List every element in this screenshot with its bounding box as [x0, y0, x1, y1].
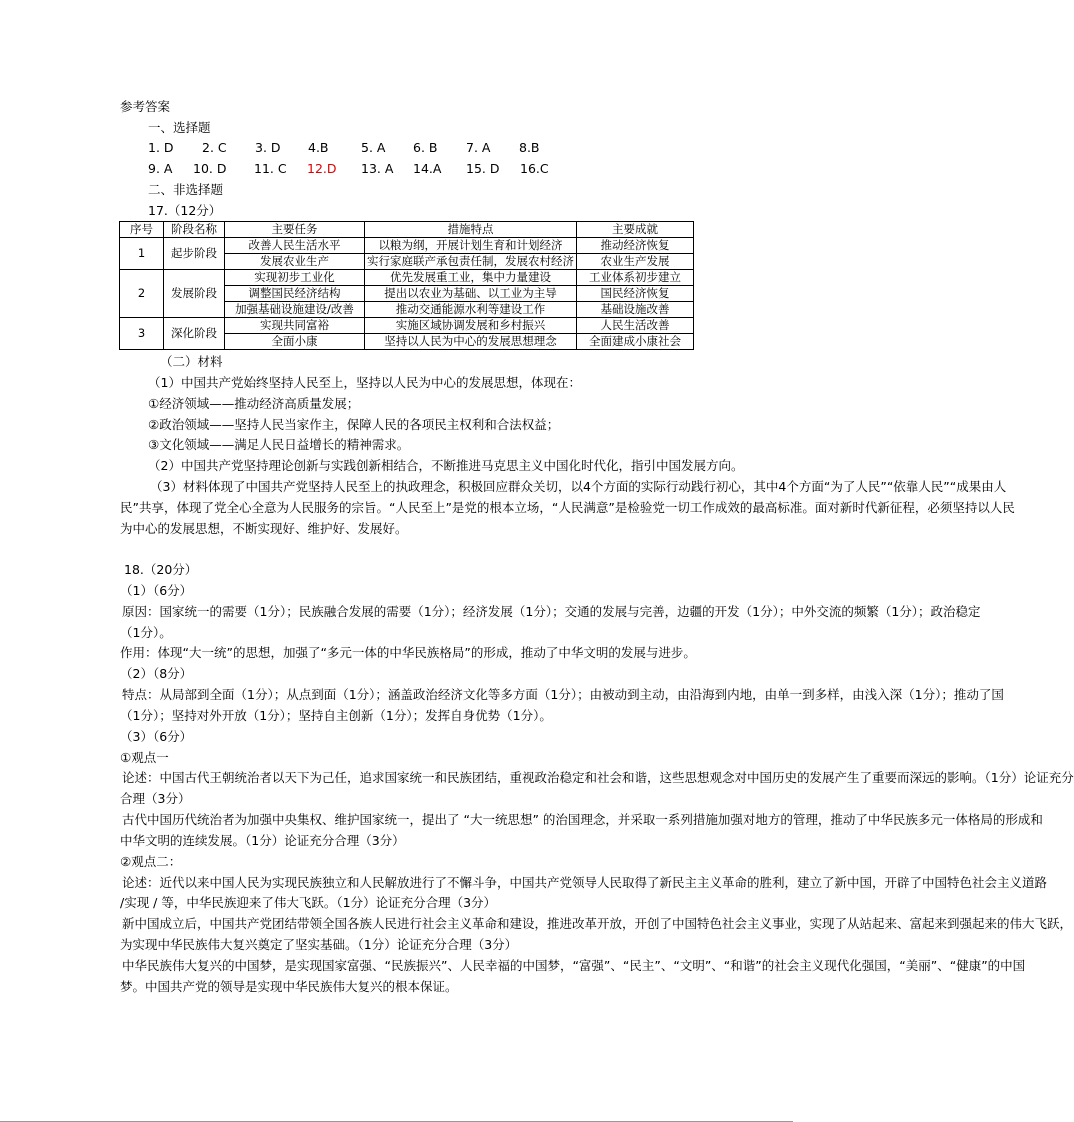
question-18-part-2: （2）（8分）: [120, 666, 193, 681]
table-cell: 实施区域协调发展和乡村振兴: [365, 318, 577, 334]
paragraph: 古代中国历代统治者为加强中央集权、维护国家统一，提出了 “大一统思想” 的治国理念，并采取一系列措施加强对地方的管理，推动了中华民族多元一体格局的形成和: [122, 812, 1043, 827]
answer-1: 1. D: [148, 140, 174, 155]
paragraph: 中华民族伟大复兴的中国梦，是实现国家富强、“民族振兴”、人民幸福的中国梦，“富强”、“民主”、“文明”、“和谐”的社会主义现代化强国，“美丽”、“健康”的中国: [122, 958, 1026, 973]
table-cell-stage: 起步阶段: [164, 238, 225, 270]
table-cell-no: 2: [120, 270, 164, 318]
answer-4: 4.B: [308, 140, 329, 155]
answer-10: 10. D: [193, 161, 227, 176]
answer-11: 11. C: [254, 161, 287, 176]
table-header: 阶段名称: [164, 222, 225, 238]
answer-row-2: [148, 161, 568, 177]
question-17-label: 17.（12分）: [148, 203, 222, 218]
table-cell: 发展农业生产: [225, 254, 365, 270]
question-18-part-1: （1）（6分）: [120, 583, 193, 598]
paragraph: 新中国成立后，中国共产党团结带领全国各族人民进行社会主义革命和建设，推进改革开放，开创了中国特色社会主义事业，实现了从站起来、富起来到强起来的伟大飞跃，: [122, 916, 1073, 931]
table-cell: 推动交通能源水利等建设工作: [365, 302, 577, 318]
answer-12-highlighted: 12.D: [307, 161, 337, 176]
table-row: [120, 318, 694, 334]
answer-2: 2. C: [202, 140, 227, 155]
table-cell: 坚持以人民为中心的发展思想理念: [365, 334, 577, 350]
table-cell: 国民经济恢复: [577, 286, 694, 302]
paragraph: 中华文明的连续发展。（1分）论证充分合理（3分）: [120, 833, 405, 848]
table-cell-stage: 深化阶段: [164, 318, 225, 350]
section-choice: 一、选择题: [148, 120, 211, 135]
viewpoint-2-label: ②观点二：: [120, 854, 182, 869]
table-cell: 全面建成小康社会: [577, 334, 694, 350]
answer-5: 5. A: [361, 140, 386, 155]
paragraph: 作用：体现“大一统”的思想，加强了“多元一体的中华民族格局”的形成，推动了中华文明的发展与进步。: [120, 645, 696, 660]
table-cell-stage: 发展阶段: [164, 270, 225, 318]
table-cell: 优先发展重工业，集中力量建设: [365, 270, 577, 286]
paragraph: 特点：从局部到全面（1分）；从点到面（1分）；涵盖政治经济文化等多方面（1分）；由被动到主动，由沿海到内地，由单一到多样，由浅入深（1分）；推动了国: [122, 687, 1004, 702]
table-header: 主要任务: [225, 222, 365, 238]
table-cell: 实行家庭联产承包责任制，发展农村经济: [365, 254, 577, 270]
table-cell: 调整国民经济结构: [225, 286, 365, 302]
table-cell: 以粮为纲，开展计划生育和计划经济: [365, 238, 577, 254]
table-cell: 推动经济恢复: [577, 238, 694, 254]
section-nonchoice: 二、非选择题: [148, 182, 224, 197]
question-17-part-b: （二）材料: [160, 354, 223, 369]
paragraph: 梦。中国共产党的领导是实现中华民族伟大复兴的根本保证。: [120, 979, 458, 994]
table-cell: 实现共同富裕: [225, 318, 365, 334]
table-cell: 实现初步工业化: [225, 270, 365, 286]
answer-14: 14.A: [413, 161, 442, 176]
paragraph: ①经济领域——推动经济高质量发展；: [148, 396, 360, 411]
answer-13: 13. A: [361, 161, 394, 176]
answer-6: 6. B: [413, 140, 438, 155]
table-header: 序号: [120, 222, 164, 238]
table-cell: 农业生产发展: [577, 254, 694, 270]
viewpoint-1-label: ①观点一: [120, 750, 169, 765]
question-18-label: 18.（20分）: [124, 562, 198, 577]
answer-3: 3. D: [255, 140, 281, 155]
paragraph: （1）中国共产党始终坚持人民至上，坚持以人民为中心的发展思想，体现在：: [148, 375, 581, 390]
table-header: 措施特点: [365, 222, 577, 238]
table-row: [120, 270, 694, 286]
paragraph: ③文化领域——满足人民日益增长的精神需求。: [148, 437, 410, 452]
table-cell-no: 1: [120, 238, 164, 270]
table-cell: 全面小康: [225, 334, 365, 350]
table-header-row: [120, 222, 694, 238]
doc-title: 参考答案: [120, 99, 171, 114]
answer-16: 16.C: [520, 161, 549, 176]
paragraph: （3）材料体现了中国共产党坚持人民至上的执政理念，积极回应群众关切，以4个方面的实际行动践行初心，其中4个方面“为了人民”“依靠人民”“成果由人: [150, 479, 1007, 494]
table-cell-no: 3: [120, 318, 164, 350]
table-cell: 基础设施改善: [577, 302, 694, 318]
paragraph: （2）中国共产党坚持理论创新与实践创新相结合，不断推进马克思主义中国化时代化，指引中国发展方向。: [148, 458, 744, 473]
answer-9: 9. A: [148, 161, 173, 176]
paragraph: 为中心的发展思想，不断实现好、维护好、发展好。: [120, 521, 408, 536]
paragraph: （1分）。: [120, 625, 172, 640]
question-18-part-3: （3）（6分）: [120, 729, 193, 744]
paragraph: 原因：国家统一的需要（1分）；民族融合发展的需要（1分）；经济发展（1分）；交通的发展与完善，边疆的开发（1分）；中外交流的频繁（1分）；政治稳定: [122, 604, 981, 619]
paragraph: /实现 / 等，中华民族迎来了伟大飞跃。（1分）论证充分合理（3分）: [120, 895, 497, 910]
table-cell: 加强基础设施建设/改善: [225, 302, 365, 318]
paragraph: ②政治领域——坚持人民当家作主，保障人民的各项民主权利和合法权益；: [148, 417, 560, 432]
answer-table: [119, 221, 694, 350]
answer-15: 15. D: [466, 161, 500, 176]
answer-row-1: [148, 140, 568, 156]
table-cell: 提出以农业为基础、以工业为主导: [365, 286, 577, 302]
paragraph: 为实现中华民族伟大复兴奠定了坚实基础。（1分）论证充分合理（3分）: [120, 937, 518, 952]
paragraph: 论述：中国古代王朝统治者以天下为己任，追求国家统一和民族团结，重视政治稳定和社会和谐，这些思想观念对中国历史的发展产生了重要而深远的影响。（1分）论证充分: [122, 770, 1074, 785]
table-cell: 人民生活改善: [577, 318, 694, 334]
table-header: 主要成就: [577, 222, 694, 238]
answer-7: 7. A: [466, 140, 491, 155]
table-cell: 改善人民生活水平: [225, 238, 365, 254]
paragraph: 民”共享，体现了党全心全意为人民服务的宗旨。“人民至上”是党的根本立场，“人民满意”是检验党一切工作成效的最高标准。面对新时代新征程，必须坚持以人民: [120, 500, 1015, 515]
answer-8: 8.B: [519, 140, 540, 155]
table-cell: 工业体系初步建立: [577, 270, 694, 286]
paragraph: （1分）；坚持对外开放（1分）；坚持自主创新（1分）；发挥自身优势（1分）。: [120, 708, 552, 723]
table-row: [120, 238, 694, 254]
paragraph: 论述：近代以来中国人民为实现民族独立和人民解放进行了不懈斗争，中国共产党领导人民取得了新民主主义革命的胜利，建立了新中国，开辟了中国特色社会主义道路: [122, 875, 1048, 890]
paragraph: 合理（3分）: [120, 791, 191, 806]
